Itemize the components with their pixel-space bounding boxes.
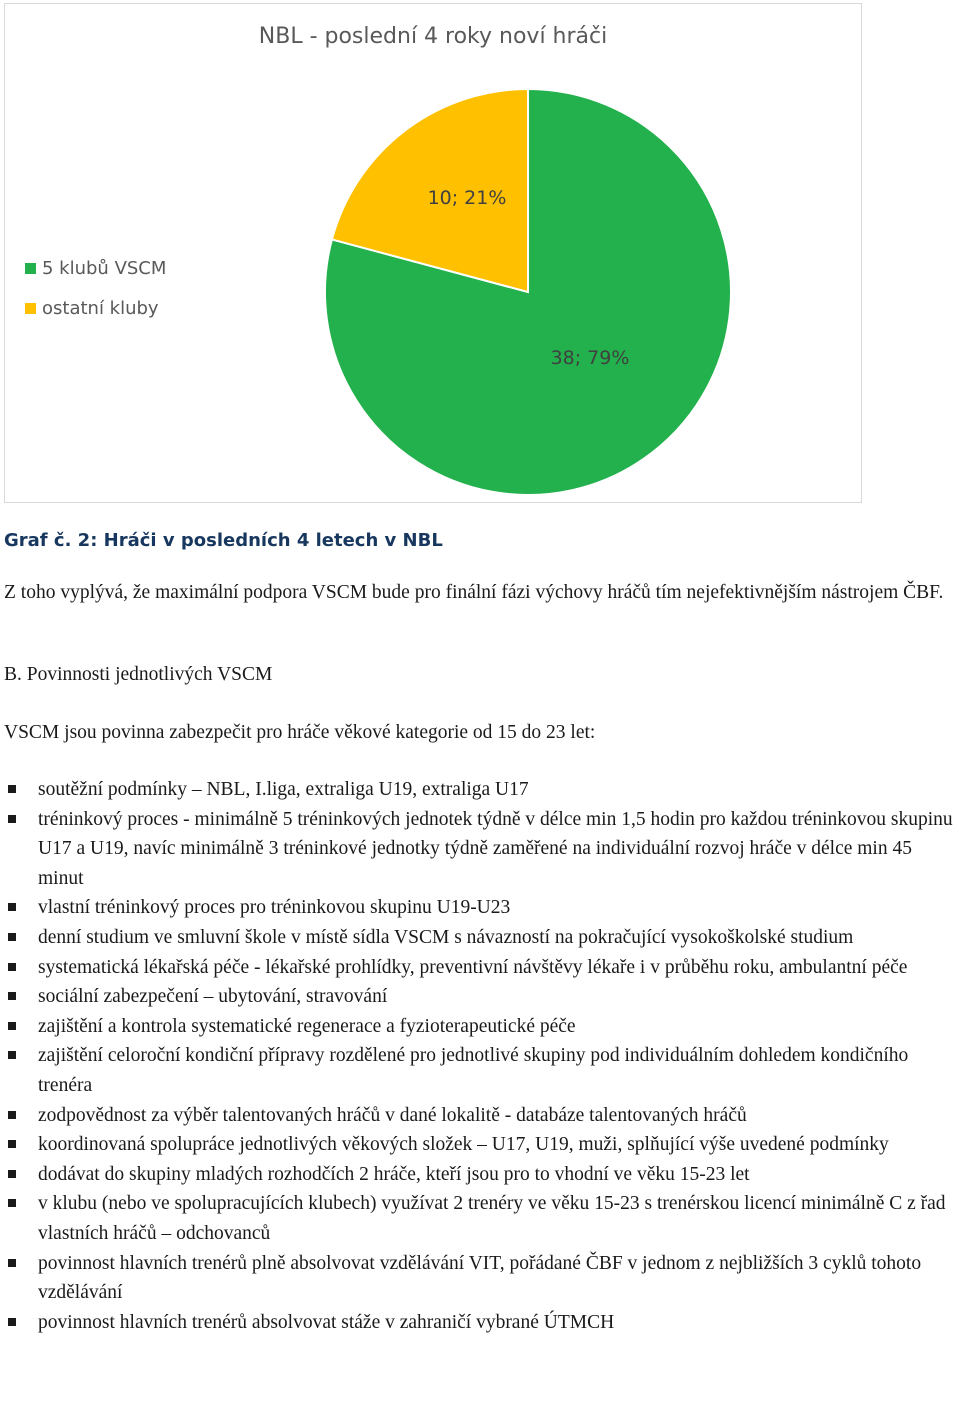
list-item-text: povinnost hlavních trenérů absolvovat stáže v zahraničí vybrané ÚTMCH [38, 1311, 615, 1333]
paragraph-intro: VSCM jsou povinna zabezpečit pro hráče věkové kategorie od 15 do 23 let: [4, 722, 596, 743]
pie-chart [4, 3, 862, 503]
square-bullet-icon [8, 1170, 16, 1178]
list-item-text: povinnost hlavních trenérů plně absolvovat vzdělávání VIT, pořádané ČBF v jednom z nejbližších 3 cyklů tohoto vzdělávání [38, 1252, 922, 1304]
list-item [4, 1101, 959, 1131]
list-item-text: tréninkový proces - minimálně 5 tréninkových jednotek týdně v délce min 1,5 hodin pro každou tréninkovou skupinu U17 a U19, navíc minimálně 3 tréninkové jednotky týdně zaměřené na individuální rozvoj hráče v délce min 45 minut [38, 808, 953, 889]
list-item [4, 923, 959, 953]
legend-swatch-yellow [25, 303, 36, 314]
obligations-list [4, 775, 959, 1337]
list-item [4, 982, 959, 1012]
paragraph-conclusion: Z toho vyplývá, že maximální podpora VSCM bude pro finální fázi výchovy hráčů tím nejefektivnějším nástrojem ČBF. [4, 582, 944, 603]
list-item-text: zajištění celoroční kondiční přípravy rozdělené pro jednotlivé skupiny pod individuálním dohledem kondičního trenéra [38, 1045, 909, 1096]
square-bullet-icon [8, 963, 16, 971]
list-item [4, 1308, 959, 1338]
list-item [4, 953, 959, 983]
list-item-text: vlastní tréninkový proces pro tréninkovou skupinu U19-U23 [38, 897, 511, 919]
legend-item-vscm [25, 248, 166, 288]
legend-item-other [25, 288, 166, 328]
square-bullet-icon [8, 933, 16, 941]
square-bullet-icon [8, 1022, 16, 1030]
list-item-text: zodpovědnost za výběr talentovaných hráčů v dané lokalitě - databáze talentovaných hráčů [38, 1104, 747, 1126]
figure-caption: Graf č. 2: Hráči v posledních 4 letech v NBL [4, 530, 443, 551]
square-bullet-icon [8, 992, 16, 1000]
list-item-text: koordinovaná spolupráce jednotlivých věkových složek – U17, U19, muži, splňující výše uvedené podmínky [38, 1134, 889, 1156]
legend-label: 5 klubů VSCM [42, 257, 167, 279]
square-bullet-icon [8, 903, 16, 911]
list-item [4, 1189, 959, 1248]
list-item-text: dodávat do skupiny mladých rozhodčích 2 hráče, kteří jsou pro to vhodní ve věku 15-23 let [38, 1163, 750, 1185]
square-bullet-icon [8, 1051, 16, 1059]
square-bullet-icon [8, 785, 16, 793]
square-bullet-icon [8, 1140, 16, 1148]
list-item-text: sociální zabezpečení – ubytování, stravování [38, 986, 388, 1008]
list-item-text: systematická lékařská péče - lékařské prohlídky, preventivní návštěvy lékaře i v průběhu roku, ambulantní péče [38, 956, 908, 978]
slice-data-label: 10; 21% [427, 187, 507, 209]
list-item [4, 1160, 959, 1190]
square-bullet-icon [8, 1111, 16, 1119]
slice-data-label: 38; 79% [550, 347, 630, 369]
list-item [4, 1041, 959, 1100]
list-item-text: denní studium ve smluvní škole v místě sídla VSCM s návazností na pokračující vysokoškolské studium [38, 926, 854, 948]
legend-label: ostatní kluby [42, 297, 159, 319]
list-item-text: zajištění a kontrola systematické regenerace a fyzioterapeutické péče [38, 1015, 576, 1037]
list-item [4, 1012, 959, 1042]
legend-swatch-green [25, 263, 36, 274]
square-bullet-icon [8, 815, 16, 823]
square-bullet-icon [8, 1259, 16, 1267]
chart-title: NBL - poslední 4 roky noví hráči [258, 24, 608, 49]
square-bullet-icon [8, 1199, 16, 1207]
list-item [4, 1130, 959, 1160]
section-heading: B. Povinnosti jednotlivých VSCM [4, 664, 273, 685]
list-item [4, 1249, 959, 1308]
chart-legend [25, 248, 166, 328]
list-item [4, 893, 959, 923]
list-item [4, 775, 959, 805]
list-item [4, 805, 959, 894]
square-bullet-icon [8, 1318, 16, 1326]
list-item-text: v klubu (nebo ve spolupracujících klubech) využívat 2 trenéry ve věku 15-23 s trenérskou licencí minimálně C z řad vlastních hráčů – odchovanců [38, 1193, 946, 1244]
list-item-text: soutěžní podmínky – NBL, I.liga, extraliga U19, extraliga U17 [38, 779, 529, 800]
